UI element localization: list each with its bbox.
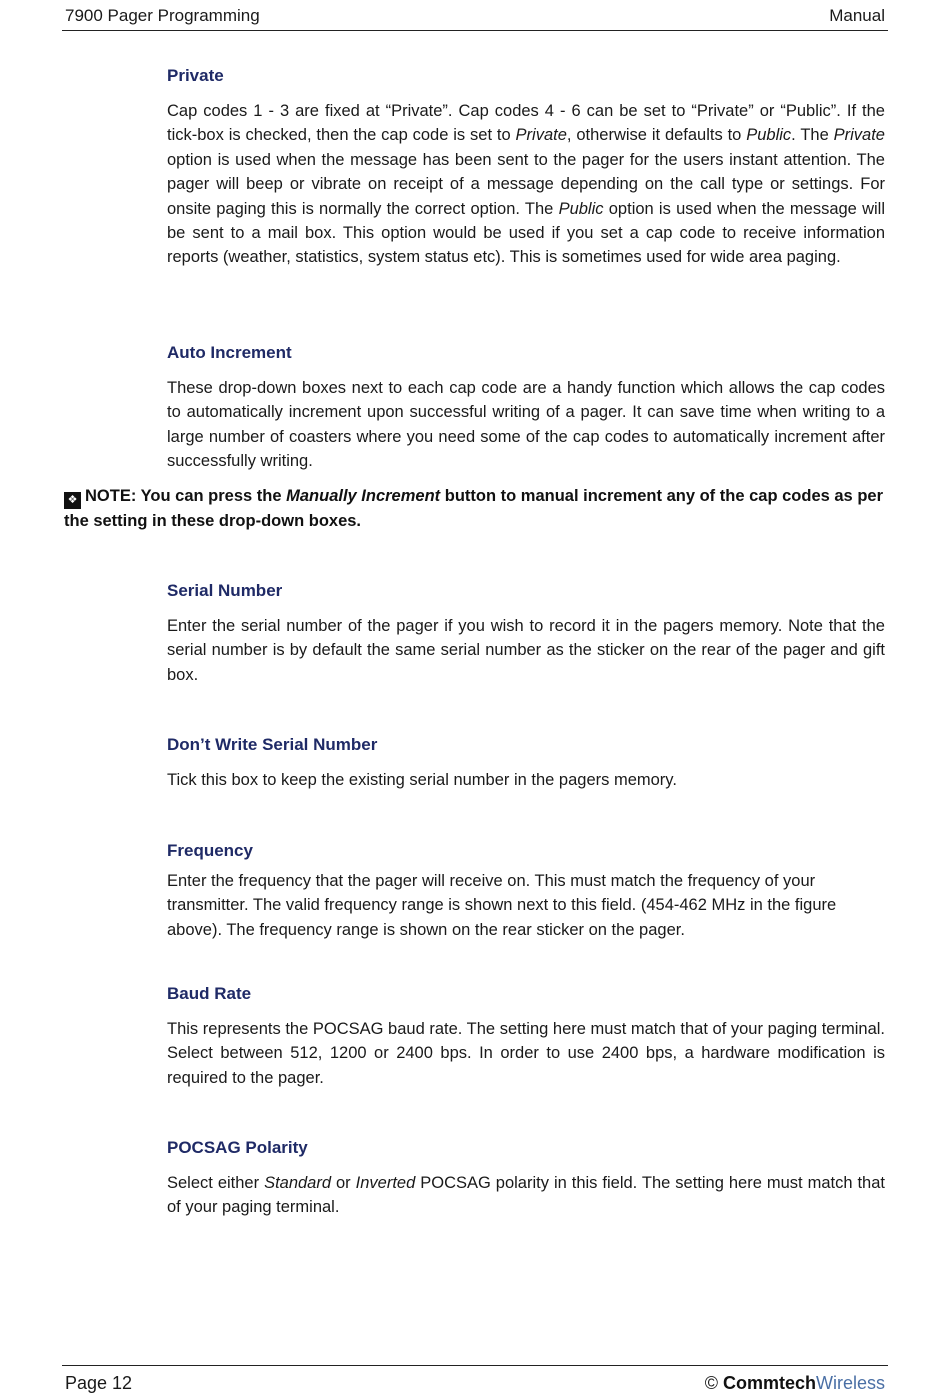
text-emphasis: Private: [515, 126, 567, 145]
text-emphasis: Standard: [264, 1174, 332, 1192]
section-private: [167, 64, 885, 270]
header-title: 7900 Pager Programming: [65, 6, 260, 25]
text-run: Cap codes 1 - 3 are fixed at “Private”. Cap codes 4 - 6 can be set to “Private” or “Public”. If the tick-box is checked, then the cap code is set to: [167, 102, 885, 145]
section-auto-increment: [167, 341, 885, 474]
copyright-symbol: ©: [704, 1373, 718, 1393]
heading-auto-increment: Auto Increment: [167, 343, 292, 362]
note-emphasis: Manually Increment: [286, 487, 441, 505]
brand-name-light: Wireless: [815, 1373, 885, 1393]
brand-name-bold: Commtech: [722, 1373, 816, 1393]
text-run: option is used when the message has been sent to the pager for the users instant attention. The pager will beep or vibrate on receipt of a message depending on the call type or settings. For onsite paging this is normally the correct option. The: [167, 150, 885, 218]
section-pocsag-polarity: [167, 1136, 885, 1220]
note-text: NOTE: You can press the: [85, 487, 287, 505]
paragraph-serial-number: Enter the serial number of the pager if you wish to record it in the pagers memory. Note that the serial number is by default the same serial number as the sticker on the rear of the pager and gift box.: [167, 617, 885, 684]
section-dont-write-serial: [167, 733, 885, 792]
header-doc-type: Manual: [829, 6, 885, 25]
heading-serial-number: Serial Number: [167, 581, 283, 600]
note-diamond-icon: ❖: [64, 492, 81, 509]
text-run: or: [331, 1174, 356, 1192]
section-serial-number: [167, 579, 885, 687]
paragraph-frequency: Enter the frequency that the pager will receive on. This must match the frequency of your transmitter. The valid frequency range is shown next to this field. (454-462 MHz in the figure above). The frequency range is shown on the rear sticker on the pager.: [167, 872, 837, 939]
note-block: [64, 484, 886, 533]
page-footer: [62, 1365, 888, 1396]
heading-baud-rate: Baud Rate: [167, 984, 252, 1003]
paragraph-auto-increment: These drop-down boxes next to each cap code are a handy function which allows the cap codes to automatically increment upon successful writing of a pager. It can save time when writing to a large number of coasters where you need some of the cap codes to automatically increment after successfully writing.: [167, 379, 885, 471]
text-emphasis: Public: [558, 199, 604, 218]
paragraph-private: [167, 99, 885, 270]
section-frequency: [167, 839, 885, 942]
page-header: [62, 4, 888, 31]
heading-pocsag-polarity: POCSAG Polarity: [167, 1138, 308, 1157]
paragraph-pocsag-polarity: [167, 1171, 885, 1220]
page-number: Page 12: [65, 1373, 133, 1393]
text-run: Select either: [167, 1174, 265, 1192]
copyright-brand: [705, 1368, 885, 1398]
heading-frequency: Frequency: [167, 841, 253, 860]
paragraph-dont-write-serial: Tick this box to keep the existing serial number in the pagers memory.: [167, 771, 677, 789]
heading-private: Private: [167, 66, 224, 85]
text-emphasis: Public: [746, 126, 792, 145]
section-baud-rate: [167, 982, 885, 1090]
note-text: button to manual increment any of the cap codes as per the setting in these drop-down boxes.: [64, 487, 883, 530]
text-emphasis: Inverted: [355, 1174, 416, 1192]
paragraph-baud-rate: This represents the POCSAG baud rate. The setting here must match that of your paging terminal. Select between 512, 1200 or 2400 bps. In order to use 2400 bps, a hardware modification is required to the pager.: [167, 1020, 885, 1087]
text-run: POCSAG polarity in this field. The setting here must match that of your paging terminal.: [167, 1174, 885, 1217]
text-run: , otherwise it defaults to: [566, 126, 747, 145]
text-run: option is used when the message will be sent to a mail box. This option would be used if you set a cap code to receive information reports (weather, statistics, system status etc). This is sometimes used for wide area paging.: [167, 199, 885, 267]
heading-dont-write-serial: Don’t Write Serial Number: [167, 735, 378, 754]
text-run: . The: [791, 126, 834, 145]
text-emphasis: Private: [833, 126, 885, 145]
